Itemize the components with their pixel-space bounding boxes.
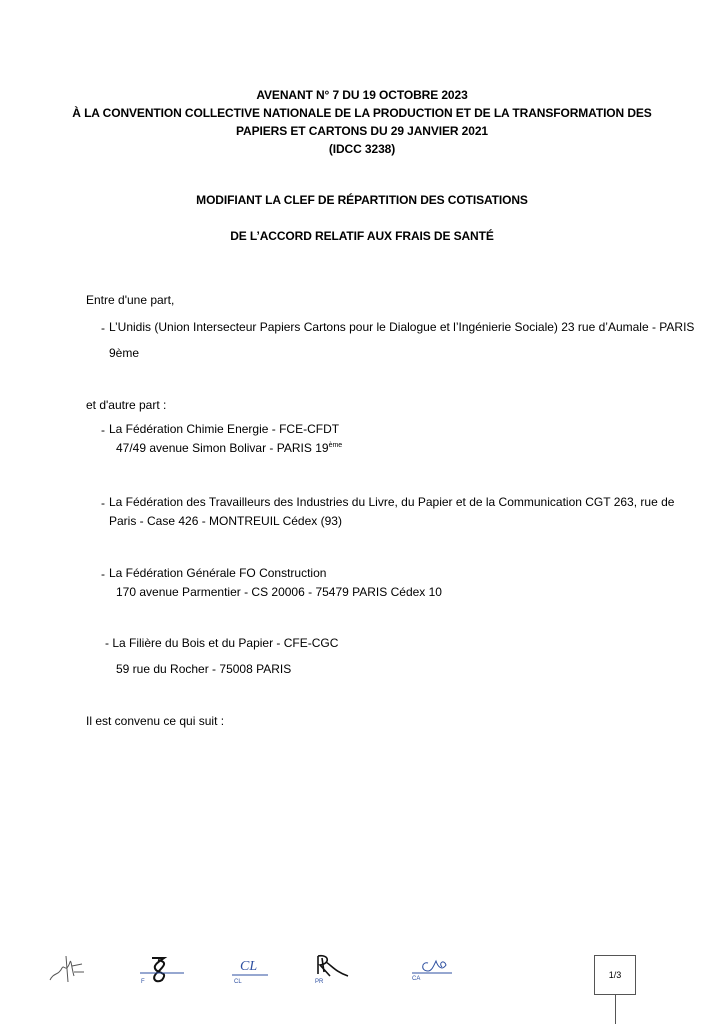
convention-title-line2: PAPIERS ET CARTONS DU 29 JANVIER 2021 — [236, 124, 488, 138]
agreement-title: AVENANT N° 7 DU 19 OCTOBRE 2023 — [256, 88, 468, 102]
party-cfecgc-line1: - La Filière du Bois et du Papier - CFE-CGC — [105, 636, 339, 650]
signature-3 — [228, 950, 272, 980]
list-dash: - — [101, 567, 105, 581]
subtitle-line2: DE L’ACCORD RELATIF AUX FRAIS DE SANTÉ — [230, 229, 494, 243]
signature-1 — [44, 950, 88, 988]
closing-statement: Il est convenu ce qui suit : — [86, 714, 225, 728]
party-cfdt-line1: La Fédération Chimie Energie - FCE-CFDT — [109, 422, 340, 436]
list-dash: - — [101, 423, 105, 437]
subtitle-line1: MODIFIANT LA CLEF DE RÉPARTITION DES COTISATIONS — [196, 193, 528, 207]
party-cfecgc-line2: 59 rue du Rocher - 75008 PARIS — [116, 662, 292, 676]
intro-other-party: et d'autre part : — [86, 398, 167, 412]
page-number-box — [594, 955, 636, 995]
party-cgt-line2: Paris - Case 426 - MONTREUIL Cédex (93) — [109, 514, 342, 528]
list-dash: - — [101, 321, 105, 335]
signature-4 — [308, 950, 354, 980]
signature-2 — [138, 950, 188, 986]
party-unidis-line1: L’Unidis (Union Intersecteur Papiers Cartons pour le Dialogue et l’Ingénierie Sociale) 23 rue d’Aumale - PARIS — [109, 320, 695, 334]
intro-first-party: Entre d'une part, — [86, 293, 175, 307]
signature-2-initials: F — [141, 979, 145, 985]
list-dash: - — [101, 496, 105, 510]
page-number: 1/3 — [608, 970, 622, 980]
party-unidis-line2: 9ème — [109, 346, 140, 360]
signature-3-initials: CL — [234, 979, 242, 985]
idcc-reference: (IDCC 3238) — [328, 142, 396, 156]
party-fo-line2: 170 avenue Parmentier - CS 20006 - 75479 PARIS Cédex 10 — [116, 585, 442, 599]
party-fo-line1: La Fédération Générale FO Construction — [109, 566, 327, 580]
party-cfdt-line2: 47/49 avenue Simon Bolivar - PARIS 19ème — [116, 441, 343, 455]
signature-5-initials: CA — [412, 976, 421, 982]
signature-3-handwriting: CL — [240, 959, 258, 974]
convention-title-line1: À LA CONVENTION COLLECTIVE NATIONALE DE LA PRODUCTION ET DE LA TRANSFORMATION DES — [72, 106, 652, 120]
party-cgt-line1: La Fédération des Travailleurs des Industries du Livre, du Papier et de la Communication CGT 263, rue de — [109, 495, 675, 509]
signature-4-initials: PR — [315, 979, 324, 985]
page-number-line — [615, 995, 616, 1024]
superscript-eme: ème — [328, 442, 343, 449]
